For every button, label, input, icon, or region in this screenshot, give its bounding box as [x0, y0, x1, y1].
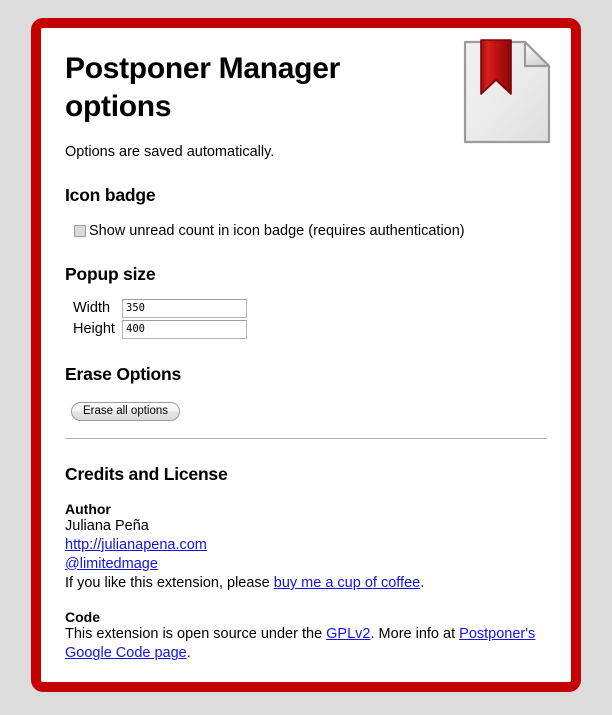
code-middle-text: . More info at — [370, 626, 460, 643]
popup-size-heading: Popup size — [65, 263, 156, 284]
unread-count-checkbox[interactable] — [74, 225, 86, 237]
donate-link[interactable]: buy me a cup of coffee — [273, 574, 421, 591]
unread-count-label: Show unread count in icon badge (requires authentication) — [89, 222, 465, 239]
auto-save-notice: Options are saved automatically. — [65, 143, 275, 160]
code-suffix-text: . — [186, 645, 191, 662]
code-description — [65, 625, 547, 663]
google-code-page-link[interactable]: Postponer's Google Code page — [65, 626, 536, 662]
author-name: Juliana Peña — [65, 517, 149, 534]
donate-suffix-text: . — [420, 574, 425, 591]
height-input[interactable] — [122, 320, 247, 339]
bookmarked-document-icon — [453, 32, 557, 152]
popup-size-fields — [65, 299, 547, 339]
credits-heading: Credits and License — [65, 463, 228, 484]
card-content — [41, 28, 571, 682]
donate-prefix-text: If you like this extension, please — [65, 574, 274, 591]
donate-line — [65, 574, 547, 593]
author-website-line — [65, 536, 547, 555]
code-heading: Code — [65, 609, 100, 626]
height-field-row — [65, 320, 547, 339]
code-prefix-text: This extension is open source under the — [65, 626, 327, 643]
author-twitter-line — [65, 555, 547, 574]
gplv2-license-link[interactable]: GPLv2 — [326, 626, 371, 643]
page-title: Postponer Manager options — [65, 52, 340, 123]
options-page-card — [31, 18, 581, 692]
width-input[interactable] — [122, 299, 247, 318]
width-label: Width — [73, 300, 111, 317]
icon-badge-heading: Icon badge — [65, 184, 156, 205]
erase-all-options-button[interactable]: Erase all options — [71, 402, 180, 421]
author-twitter-link[interactable]: @limitedmage — [65, 555, 158, 572]
unread-count-row[interactable] — [65, 223, 547, 239]
erase-button-wrap — [65, 401, 547, 421]
erase-options-heading: Erase Options — [65, 363, 182, 384]
author-website-link[interactable]: http://julianapena.com — [65, 536, 207, 553]
credits-section — [65, 464, 547, 664]
author-heading: Author — [65, 500, 111, 517]
height-label: Height — [73, 321, 115, 338]
width-field-row — [65, 299, 547, 318]
section-divider — [65, 438, 547, 439]
